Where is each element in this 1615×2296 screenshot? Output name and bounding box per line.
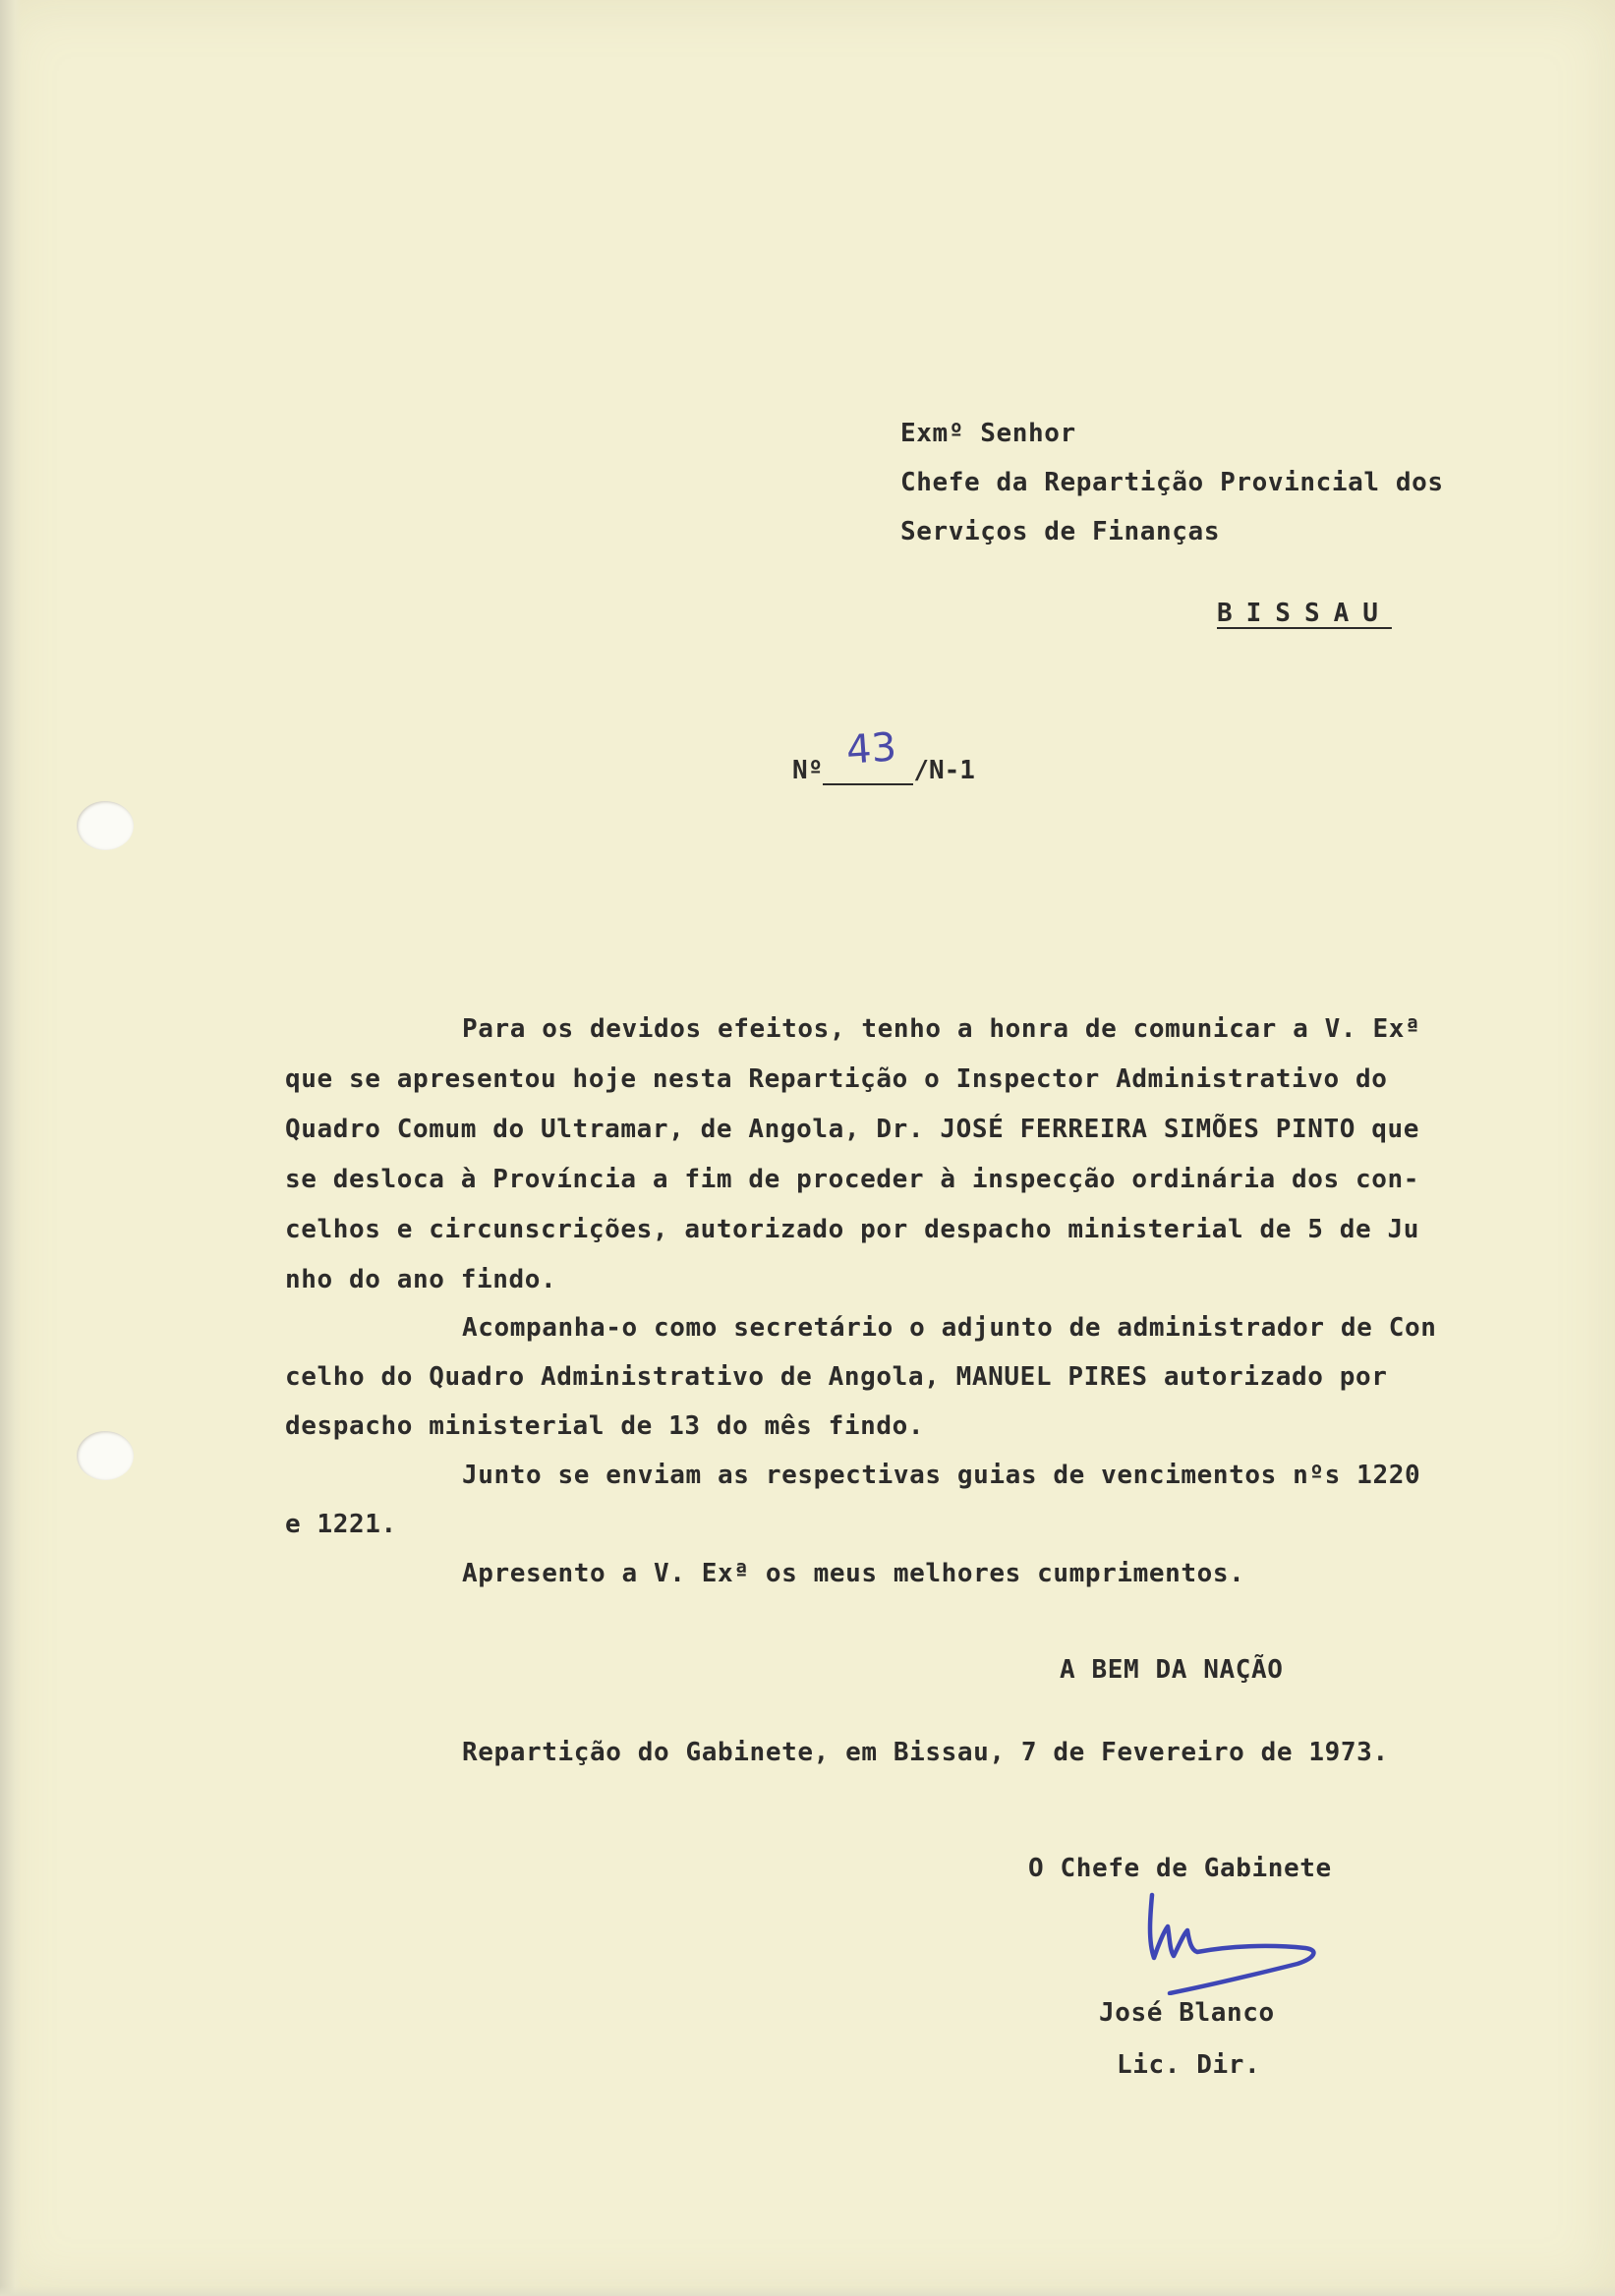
addressee-salutation: Exmº Senhor bbox=[900, 419, 1076, 448]
body-line: despacho ministerial de 13 do mês findo. bbox=[285, 1411, 925, 1441]
punch-hole-top bbox=[77, 801, 134, 850]
reference-number bbox=[792, 724, 975, 785]
addressee-title-line1: Chefe da Repartição Provincial dos bbox=[900, 468, 1444, 497]
signer-title: O Chefe de Gabinete bbox=[1028, 1854, 1332, 1883]
place-date: Repartição do Gabinete, em Bissau, 7 de Fevereiro de 1973. bbox=[462, 1738, 1389, 1767]
body-line: Apresento a V. Exª os meus melhores cumprimentos. bbox=[462, 1559, 1245, 1588]
body-line: celho do Quadro Administrativo de Angola, MANUEL PIRES autorizado por bbox=[285, 1362, 1388, 1392]
closing-motto: A BEM DA NAÇÃO bbox=[1060, 1655, 1284, 1685]
signer-degree: Lic. Dir. bbox=[1117, 2050, 1261, 2080]
reference-suffix: /N-1 bbox=[913, 756, 975, 785]
punch-hole-bottom bbox=[77, 1431, 134, 1480]
reference-blank bbox=[823, 724, 913, 785]
body-line: Acompanha-o como secretário o adjunto de administrador de Con bbox=[462, 1313, 1437, 1343]
body-line: nho do ano findo. bbox=[285, 1265, 557, 1294]
addressee-title-line2: Serviços de Finanças bbox=[900, 517, 1221, 546]
signer-name: José Blanco bbox=[1099, 1998, 1275, 2028]
body-line: Junto se enviam as respectivas guias de vencimentos nºs 1220 bbox=[462, 1461, 1421, 1490]
paper-bottom-edge bbox=[0, 2286, 1615, 2296]
addressee-city: BISSAU bbox=[1217, 599, 1392, 628]
body-line: e 1221. bbox=[285, 1510, 397, 1539]
body-line: Para os devidos efeitos, tenho a honra de comunicar a V. Exª bbox=[462, 1014, 1421, 1044]
body-line: celhos e circunscrições, autorizado por despacho ministerial de 5 de Ju bbox=[285, 1215, 1419, 1244]
reference-handwritten-number: 43 bbox=[844, 724, 898, 774]
reference-prefix: Nº bbox=[792, 756, 824, 785]
paper-left-edge bbox=[0, 0, 22, 2296]
body-line: se desloca à Província a fim de proceder à inspecção ordinária dos con- bbox=[285, 1165, 1419, 1194]
handwritten-signature bbox=[1140, 1887, 1337, 1995]
body-line: que se apresentou hoje nesta Repartição o Inspector Administrativo do bbox=[285, 1064, 1388, 1094]
body-line: Quadro Comum do Ultramar, de Angola, Dr. JOSÉ FERREIRA SIMÕES PINTO que bbox=[285, 1115, 1419, 1144]
